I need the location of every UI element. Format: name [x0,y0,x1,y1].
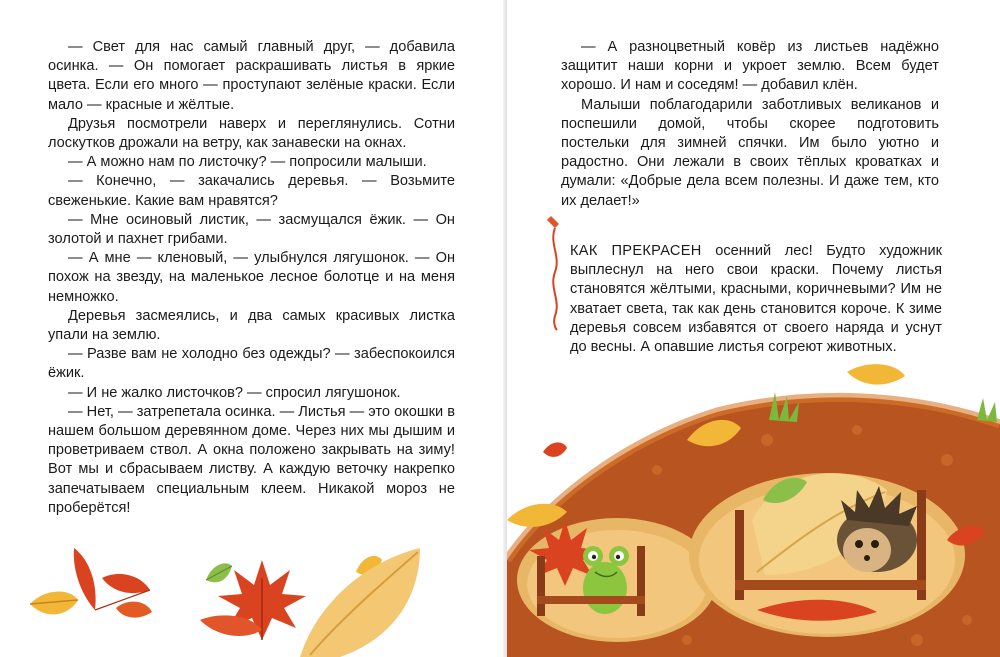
paragraph: — Разве вам не холодно без одежды? — забеспокоился ёжик. [48,346,455,382]
paragraph: Друзья посмотрели наверх и переглянулись. Сотни лоскутков дрожали на ветру, как занавески на окнах. [48,115,455,152]
right-page [507,0,1000,657]
yellow-leaf-icon [30,591,78,614]
paragraph: — А можно нам по листочку? — попросили малыши. [68,154,427,171]
pencil-icon [545,214,567,332]
paragraph: — И не жалко листочков? — спросил лягушонок. [68,384,401,401]
paragraph: — Нет, — затрепетала осинка. — Листья — это окошки в нашем большом деревянном доме. Через них мы дышим и проветриваем ствол. А окна положено закрывать на зиму! Вот мы и сбрасываем листву. А каждую веточку накрепко запечатываем специальным клеем. Никакой мороз не проберётся! [48,403,455,516]
paragraph: — Мне осиновый листик, — засмущался ёжик. — Он золотой и пахнет грибами. [48,211,455,248]
paragraph: Деревья засмеялись, и два самых красивых листка упали на землю. [48,307,455,344]
paragraph: Малыши поблагодарили заботливых великанов и поспешили домой, чтобы скорее подготовить постельки для зимней спячки. Им было уютно и радостно. Они лежали в своих тёплых кроватках и думали: «Добрые дела всем полезны. И даже тем, кто их делает!» [561,96,939,209]
red-leaf-icon [74,548,152,618]
info-note [570,242,942,357]
note-text: осенний лес! Будто художник выплеснул на него свои краски. Почему листья становятся жёлтыми, красными, коричневыми? Им не хватает света, так как день становится короче. К зиме деревья совсем избавятся от своего наряда и уснут до весны. А опавшие листья согреют животных. [570,243,943,356]
note-lead: КАК ПРЕКРАСЕН [570,243,702,259]
paragraph: — А мне — кленовый, — улыбнулся лягушонок. — Он похож на звезду, на маленькое лесное болотце и на меня немножко. [48,250,455,305]
paragraph: — Конечно, — закачались деревья. — Возьмите свеженькие. Какие вам нравятся? [48,173,455,209]
paragraph: — А разноцветный ковёр из листьев надёжно защитит наши корни и укроет землю. Всем будет хорошо. И нам и соседям! — добавил клён. [561,39,939,94]
right-text-column [561,38,939,211]
green-leaf-icon [206,563,232,582]
paragraph: — Свет для нас самый главный друг, — добавила осинка. — Он помогает раскрашивать листья в яркие цвета. Если его много — проступают зелёные краски. Если мало — красные и жёлтые. [48,39,455,113]
